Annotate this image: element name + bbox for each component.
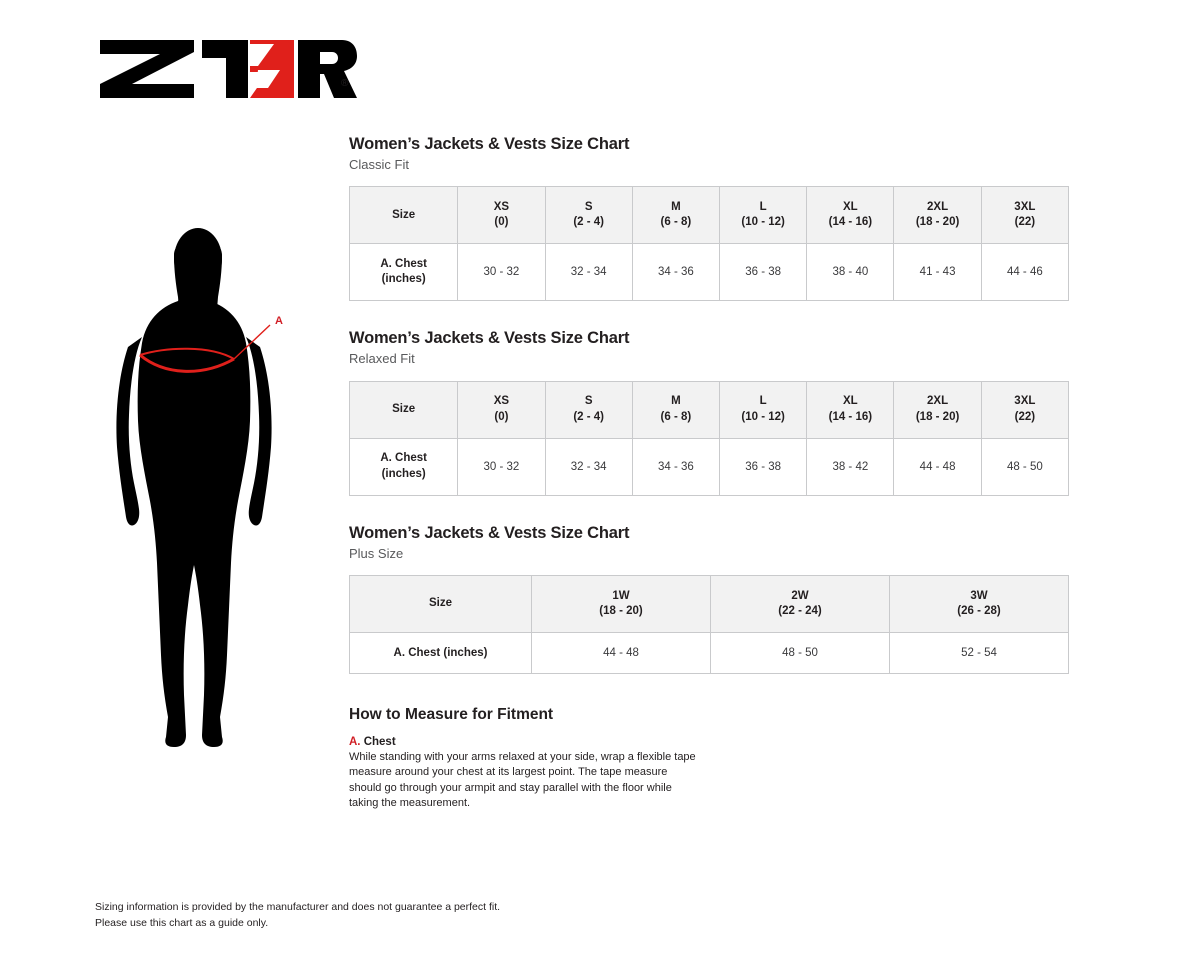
header-cell — [545, 381, 632, 438]
header-cell — [632, 381, 719, 438]
table-row — [350, 576, 1069, 633]
plus-size-table — [349, 575, 1069, 674]
value-cell: 32 - 34 — [545, 244, 632, 301]
value-cell: 44 - 46 — [981, 244, 1068, 301]
section-relaxed-fit — [349, 329, 1071, 495]
header-range: (18 - 20) — [915, 216, 960, 229]
header-range: (14 - 16) — [828, 216, 873, 229]
value-cell: 38 - 40 — [807, 244, 894, 301]
value-cell: 34 - 36 — [632, 244, 719, 301]
header-size: S — [584, 395, 593, 408]
brand-logo — [98, 38, 358, 100]
header-size-cell: Size — [350, 576, 532, 633]
row-label-line1: A. Chest — [380, 452, 427, 465]
header-size: 2XL — [927, 395, 949, 408]
header-range: (2 - 4) — [573, 216, 604, 229]
value-cell: 34 - 36 — [632, 438, 719, 495]
section-title: Women’s Jackets & Vests Size Chart — [349, 329, 630, 348]
table-row — [350, 633, 1069, 674]
how-to-item-name: Chest — [363, 736, 396, 749]
header-cell — [720, 187, 807, 244]
table-row — [350, 244, 1069, 301]
header-size: L — [759, 395, 767, 408]
section-subtitle: Plus Size — [349, 545, 404, 561]
row-label-line2: (inches) — [381, 273, 426, 286]
value-cell: 41 - 43 — [894, 244, 981, 301]
z1r-logo-icon — [98, 38, 358, 100]
header-cell — [890, 576, 1069, 633]
header-cell — [545, 187, 632, 244]
header-range: (2 - 4) — [573, 410, 604, 423]
header-cell — [720, 381, 807, 438]
section-subtitle: Relaxed Fit — [349, 351, 415, 367]
header-range: (22 - 24) — [778, 605, 822, 618]
body-silhouette-icon — [110, 225, 310, 755]
header-range: (22) — [1014, 216, 1036, 229]
header-size: 3W — [970, 589, 988, 602]
header-cell — [711, 576, 890, 633]
header-cell — [807, 381, 894, 438]
header-range: (6 - 8) — [660, 410, 692, 423]
header-size: XL — [843, 200, 858, 213]
header-range: (0) — [494, 410, 509, 423]
header-size: 1W — [612, 589, 630, 602]
header-cell — [632, 187, 719, 244]
header-size: L — [759, 200, 767, 213]
row-label — [350, 244, 458, 301]
header-range: (18 - 20) — [599, 605, 643, 618]
header-cell — [807, 187, 894, 244]
header-size: XS — [493, 395, 510, 408]
relaxed-fit-table — [349, 381, 1069, 496]
footer-line-1: Sizing information is provided by the manufacturer and does not guarantee a perfect fit. — [95, 901, 501, 913]
header-range: (0) — [494, 216, 509, 229]
table-row — [350, 438, 1069, 495]
female-body-figure — [110, 225, 310, 755]
table-row — [350, 187, 1069, 244]
header-size: XS — [493, 200, 510, 213]
value-cell: 36 - 38 — [720, 244, 807, 301]
how-to-item-letter: A. — [349, 736, 361, 749]
header-cell — [981, 187, 1068, 244]
header-size: XL — [843, 395, 858, 408]
section-classic-fit — [349, 135, 1071, 301]
value-cell: 52 - 54 — [890, 633, 1069, 674]
value-cell: 48 - 50 — [981, 438, 1068, 495]
header-cell — [458, 381, 545, 438]
size-chart-content — [349, 135, 1071, 811]
header-size: 3XL — [1014, 200, 1036, 213]
header-range: (18 - 20) — [915, 410, 960, 423]
footer-line-2: Please use this chart as a guide only. — [95, 916, 269, 929]
header-size: M — [671, 200, 681, 213]
value-cell: 36 - 38 — [720, 438, 807, 495]
how-to-title: How to Measure for Fitment — [349, 706, 554, 724]
header-range: (10 - 12) — [741, 410, 785, 423]
value-cell: 32 - 34 — [545, 438, 632, 495]
classic-fit-table — [349, 186, 1069, 301]
header-range: (26 - 28) — [957, 605, 1001, 618]
header-cell — [894, 381, 981, 438]
section-subtitle: Classic Fit — [349, 156, 409, 172]
header-range: (14 - 16) — [828, 410, 873, 423]
registered-trademark-symbol: ® — [341, 78, 349, 89]
header-size: 2XL — [927, 200, 949, 213]
value-cell: 38 - 42 — [807, 438, 894, 495]
row-label-line1: A. Chest — [380, 257, 427, 270]
header-cell — [458, 187, 545, 244]
how-to-item-body: While standing with your arms relaxed at your side, wrap a flexible tape measure around your chest at its largest point. The tape measure should go through your armpit and stay parallel with the floor while taking the measurement. — [349, 751, 696, 809]
row-label: A. Chest (inches) — [350, 633, 532, 674]
header-size: S — [584, 200, 593, 213]
header-size: 2W — [791, 589, 809, 602]
table-row — [350, 381, 1069, 438]
header-size-cell: Size — [350, 381, 458, 438]
header-size: M — [671, 395, 681, 408]
header-cell — [894, 187, 981, 244]
value-cell: 30 - 32 — [458, 244, 545, 301]
value-cell: 48 - 50 — [711, 633, 890, 674]
header-range: (22) — [1014, 410, 1036, 423]
measure-point-label-a: A — [275, 315, 283, 327]
footer-disclaimer — [95, 900, 500, 932]
header-range: (6 - 8) — [660, 216, 692, 229]
value-cell: 30 - 32 — [458, 438, 545, 495]
how-to-item-heading — [349, 736, 1071, 748]
section-title: Women’s Jackets & Vests Size Chart — [349, 523, 630, 542]
header-size-cell: Size — [350, 187, 458, 244]
row-label — [350, 438, 458, 495]
header-range: (10 - 12) — [741, 216, 785, 229]
row-label-line2: (inches) — [381, 467, 426, 480]
section-how-to-measure — [349, 706, 1071, 811]
header-cell — [532, 576, 711, 633]
section-plus-size — [349, 524, 1071, 674]
header-cell — [981, 381, 1068, 438]
value-cell: 44 - 48 — [532, 633, 711, 674]
header-size: 3XL — [1014, 395, 1036, 408]
value-cell: 44 - 48 — [894, 438, 981, 495]
section-title: Women’s Jackets & Vests Size Chart — [349, 135, 630, 153]
